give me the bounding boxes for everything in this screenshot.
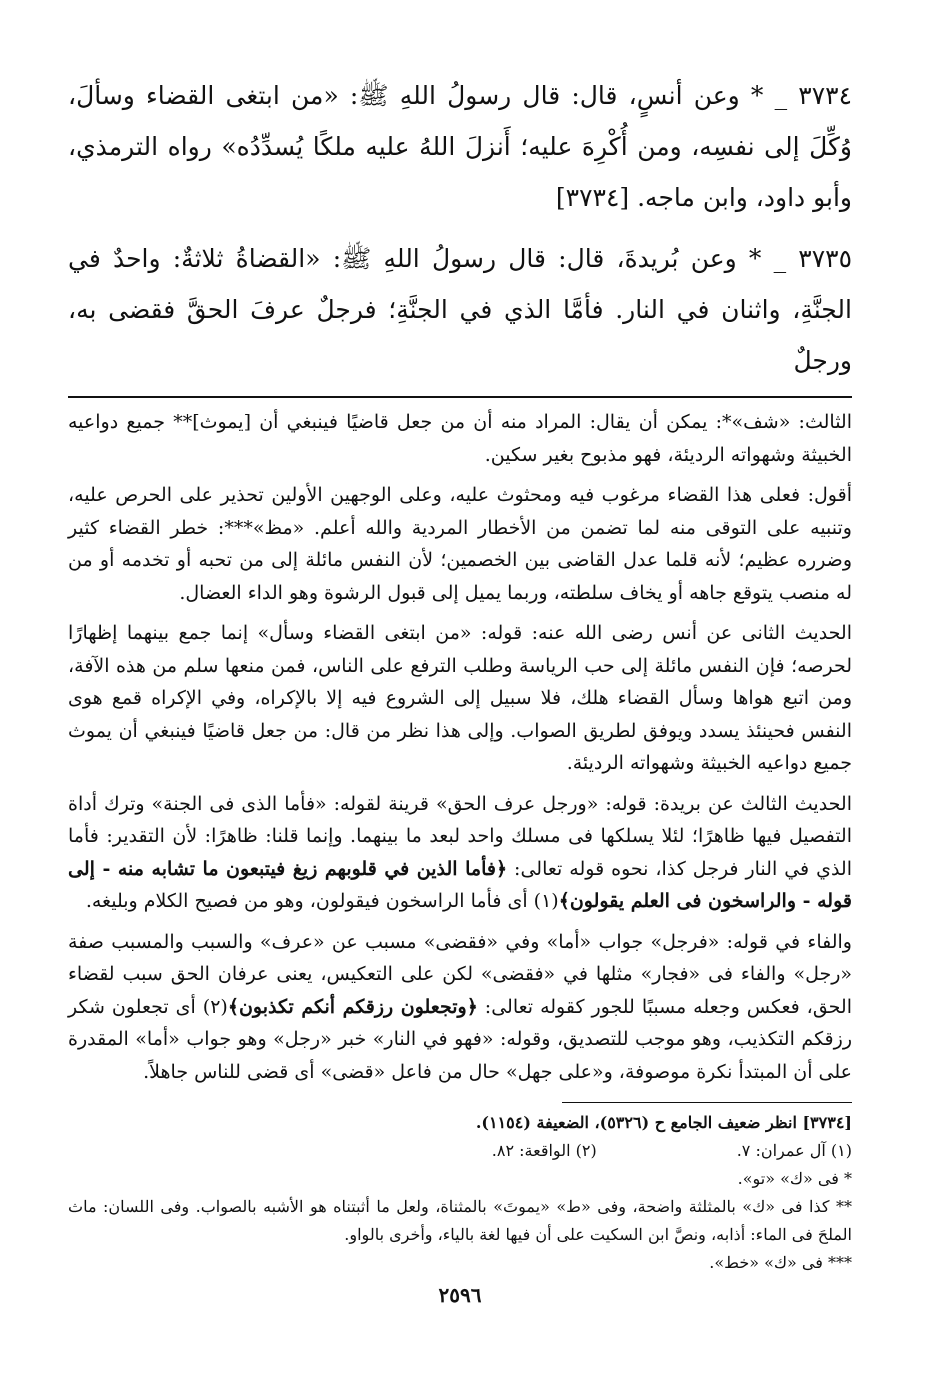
hadith-3734: ٣٧٣٤ _ * وعن أنسٍ، قال: قال رسولُ اللهِ ﷺ: «من ابتغى القضاء وسألَ، وُكِّلَ إلى نفسِه، ومن أُكْرِهَ عليه؛ أَنزلَ اللهُ عليه ملكًا يُسدِّدُه» رواه الترمذي، وأبو داود، وابن ماجه. [٣٧٣٤] xyxy=(68,81,852,212)
commentary-paragraph xyxy=(68,479,852,609)
footnote-divider xyxy=(562,1102,852,1103)
footnote-star-3: *** فى «ك» «خط». xyxy=(709,1253,852,1272)
footnote-1: (١) آل عمران: ٧. xyxy=(736,1141,852,1160)
quran-quote: ﴿وتجعلون رزقكم أنكم تكذبون﴾ xyxy=(227,995,478,1018)
commentary-paragraph xyxy=(68,926,852,1089)
commentary-text: الحديث الثالث عن بريدة: قوله: «ورجل عرف الحق» قرينة لقوله: «فأما الذى فى الجنة» وترك أداة التفصيل فيها ظاهرًا؛ لئلا يسلكها فى مسلك واحد لبعد ما بينهما. وإنما قلنا: ظاهرًا: لأن التقدير: فأما الذي في النار فرجل كذا، نحوه قوله تعالى: xyxy=(68,792,852,880)
commentary-text: الحديث الثانى عن أنس رضى الله عنه: قوله: «من ابتغى القضاء وسأل» إنما جمع بينهما إظهارًا لحرصه؛ فإن النفس مائلة إلى حب الرياسة وطلب الترفع على الناس، فمن منعها سلم من هذه الآفة، ومن اتبع هواها وسأل القضاء هلك، فلا سبيل إلى الشروع فيه إلا بالإكراه، وفي الإكراه قمع هوى النفس فحينئذ يسدد ويوفق لطريق الصواب. وإلى هذا نظر من قال: من جعل قاضيًا فينبغي أن يموث جميع دواعيه الخبيثة وشهواته الرديئة. xyxy=(68,622,852,774)
hadith-text xyxy=(68,70,852,386)
footnotes xyxy=(68,1102,852,1277)
section-divider xyxy=(68,396,852,398)
quran-quote: ﴿فأما الذين في قلوبهم زيغ فيتبعون ما تشابه منه - إلى قوله - والراسخون فى العلم يقولون﴾ xyxy=(68,857,852,912)
commentary-text: والفاء في قوله: «فرجل» جواب «أما» وفي «فقضى» مسبب عن «عرف» والسبب والمسبب صفة «رجل» والفاء فى «فجار» مثلها في «فقضى» لكن على التعكيس، يعنى عرفان الحق سبب لقضاء الحق، فعكس وجعله مسببًا للجور كقوله تعالى: xyxy=(68,930,852,1018)
commentary-text: (١) أى فأما الراسخون فيقولون، وهو من فصيح الكلام وبليغه. xyxy=(85,890,559,912)
commentary-paragraph xyxy=(68,788,852,918)
footnote-ref: [٣٧٣٤] انظر ضعيف الجامع ح (٥٣٢٦)، الضعيفة (١١٥٤). xyxy=(475,1113,852,1132)
page-number: ٢٥٩٦ xyxy=(438,1283,482,1307)
footnote-row xyxy=(68,1137,852,1165)
commentary-text: الثالث: «شف»*: يمكن أن يقال: المراد منه أن من جعل قاضيًا فينبغي أن [يموث]** جميع دواعيه الخبيثة وشهواته الرديئة، فهو مذبوح بغير سكين. xyxy=(68,411,852,466)
footnote-star-1: * فى «ك» «تو». xyxy=(737,1169,852,1188)
footnote-2: (٢) الواقعة: ٨٢. xyxy=(491,1141,597,1160)
hadith-3735: ٣٧٣٥ _ * وعن بُريدةَ، قال: قال رسولُ اللهِ ﷺ: «القضاةُ ثلاثةٌ: واحدٌ في الجنَّةِ، واثنان في النار. فأمَّا الذي في الجنَّةِ؛ فرجلٌ عرفَ الحقَّ فقضى به، ورجلٌ xyxy=(68,244,852,375)
footnote-star-2: ** كذا فى «ك» بالمثلثة واضحة، وفى «ط» «يموتَ» بالمثناة، ولعل ما أثبتناه هو الأشبه بالصواب. وفى اللسان: ماث الملحَ فى الماء: أذابه، ونصَّ ابن السكيت على أن فيها لغة بالياء، وأخرى بالواو. xyxy=(68,1197,852,1244)
commentary xyxy=(68,406,852,1088)
book-page xyxy=(68,70,852,1307)
commentary-paragraph xyxy=(68,406,852,471)
commentary-text: أقول: فعلى هذا القضاء مرغوب فيه ومحثوث عليه، وعلى الوجهين الأولين تحذير على الحرص عليه، وتنبيه على التوقى منه لما تضمن من الأخطار المردية والله أعلم. «مظ»***: خطر القضاء كثير وضرره عظيم؛ لأنه قلما عدل القاضى بين الخصمين؛ لأن النفس مائلة إلى من تحبه أو تخدمه أو من له منصب يتوقع جاهه أو يخاف سلطته، وربما يميل إلى قبول الرشوة وهو الداء العضال. xyxy=(68,484,852,604)
commentary-text: (٢) أى تجعلون شكر رزقكم التكذيب، وهو موجب للتصديق، وقوله: «فهو في النار» خبر «رجل» وهو جواب «أما» المقدرة على أن المبتدأ نكرة موصوفة، و«على جهل» حال من فاعل «قضى» أى قضى للناس جاهلاً. xyxy=(68,995,852,1083)
commentary-paragraph xyxy=(68,617,852,780)
